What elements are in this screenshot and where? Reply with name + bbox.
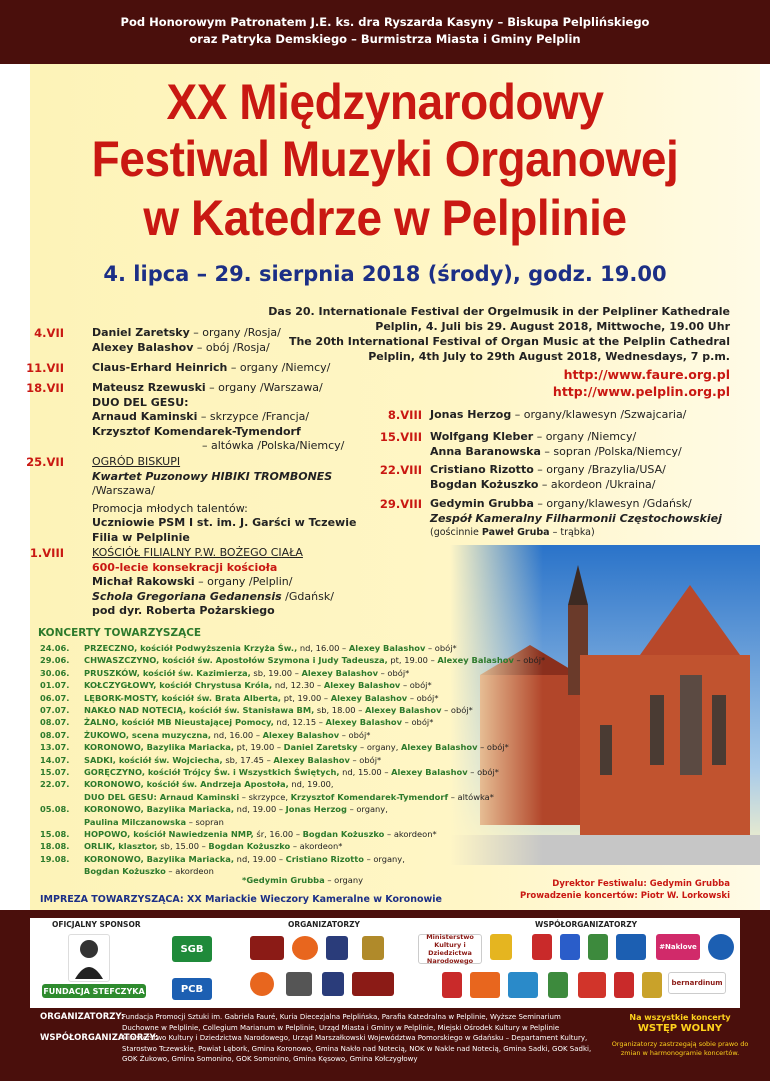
side-concert-row xyxy=(40,840,342,852)
ensemble-name: Uczniowie PSM I st. im. J. Garści w Tczewie xyxy=(92,516,357,529)
concert-artist: Cristiano Rizotto xyxy=(285,853,364,864)
side-concert-row xyxy=(40,729,370,741)
concert-date: 24.06. xyxy=(40,643,70,653)
performer-role: – organy/klawesyn /Szwajcaria/ xyxy=(511,408,687,421)
concert-artist: Alexey Balashov xyxy=(273,754,350,765)
concert-time: nd, 12.30 – xyxy=(272,680,324,691)
concert-instrument: – organy, xyxy=(357,742,401,753)
side-concert-row xyxy=(40,865,214,877)
origin: /Gdańsk/ xyxy=(281,589,334,603)
concert-instrument: – obój* xyxy=(400,680,432,691)
note-role: – organy xyxy=(324,875,363,885)
concert-instrument: – obój* xyxy=(377,667,410,678)
concert-place: NAKŁO NAD NOTECIĄ, kościół św. Stanisława BM, xyxy=(84,705,315,715)
concert-date: 06.07. xyxy=(40,692,70,703)
gok-logo-icon xyxy=(470,972,500,998)
concert-date: 15.07. xyxy=(40,767,70,777)
side-concert-row xyxy=(40,716,433,728)
side-concert-row xyxy=(40,816,224,828)
title-line-3: w Katedrze w Pelplinie xyxy=(143,190,627,246)
venue: KOŚCIÓŁ FILIALNY P.W. BOŻEGO CIAŁA xyxy=(92,546,303,559)
concert-date: 15.08. xyxy=(40,829,70,839)
origin: /Warszawa/ xyxy=(92,484,155,497)
concert-artist: Alexey Balashov xyxy=(325,717,403,728)
performer-name: Claus-Erhard Heinrich xyxy=(92,361,228,374)
concert-date: 08.07. xyxy=(40,717,70,728)
concert-instrument: – obój* xyxy=(407,692,439,703)
performer-role: – organy /Niemcy/ xyxy=(227,361,331,374)
conductor: pod dyr. Roberta Pożarskiego xyxy=(92,604,275,617)
concert-date: 05.08. xyxy=(40,804,70,815)
side-concerts-title: KONCERTY TOWARZYSZĄCE xyxy=(38,627,202,639)
concert-place: PRUSZKÓW, kościół św. Kazimierza, xyxy=(84,667,251,678)
performer-name: Daniel Zaretsky xyxy=(92,326,190,339)
concert-time: sb, 15.00 – xyxy=(157,841,209,852)
wsd-logo-icon xyxy=(250,972,274,996)
side-concert-row xyxy=(40,667,409,679)
concert-place: KORONOWO, kościół św. Andrzeja Apostoła, xyxy=(84,779,289,790)
concert-place: LĘBORK-MOSTY, kościół św. Brata Alberta, xyxy=(84,692,282,703)
concert-time: sb, 17.45 – xyxy=(222,754,274,765)
side-concert-row xyxy=(40,741,509,753)
diocese-logo-icon xyxy=(326,936,348,960)
performer-role: – organy /Niemcy/ xyxy=(533,430,637,443)
concert-instrument: – obój* xyxy=(402,717,434,728)
concert-place: DUO DEL GESU: Arnaud Kaminski xyxy=(84,791,240,802)
side-concert-row xyxy=(40,853,405,865)
performer-name: Anna Baranowska xyxy=(430,444,541,458)
concert-instrument: – obój* xyxy=(477,742,509,753)
concert-date: 19.08. xyxy=(40,853,70,864)
concert-time: nd, 12.15 – xyxy=(273,717,326,728)
performer-name: Wolfgang Kleber xyxy=(430,430,534,443)
concert-artist: Alexey Balashov xyxy=(262,729,340,740)
event-date: 15.VIII xyxy=(379,430,422,444)
event-date: 25.VII xyxy=(26,455,64,469)
concert-instrument: – obój* xyxy=(349,754,382,765)
concert-artist: Alexey Balashov xyxy=(330,692,408,703)
performer-name: Gedymin Grubba xyxy=(430,497,534,510)
side-concert-row xyxy=(40,778,334,790)
side-concert-row xyxy=(40,679,432,691)
performer-role: – skrzypce /Francja/ xyxy=(197,410,310,423)
concert-artist: Jonas Herzog xyxy=(285,804,347,815)
performer-role: – sopran /Polska/Niemcy/ xyxy=(540,444,682,458)
performer-role: – akordeon /Ukraina/ xyxy=(538,477,656,491)
free-entry-line-1: Na wszystkie koncerty xyxy=(629,1013,731,1022)
concert-instrument: – obój* xyxy=(441,705,473,715)
concert-place: Paulina Milczanowska xyxy=(84,816,187,827)
patronage-line-2: oraz Patryka Demskiego – Burmistrza Miasta i Gminy Pelplin xyxy=(189,32,581,46)
concert-artist: Daniel Zaretsky xyxy=(283,742,358,753)
side-concert-row xyxy=(40,692,438,704)
performer-role: – organy /Rosja/ xyxy=(189,326,281,339)
concert-instrument: – akordeon* xyxy=(290,841,343,852)
concert-place: KORONOWO, Bazylika Mariacka, xyxy=(84,853,235,864)
german-line-1: Das 20. Internationale Festival der Orgelmusik in der Pelpliner Kathedrale xyxy=(268,305,730,318)
lebork-crest-icon xyxy=(560,934,580,960)
concert-artist: Alexey Balashov xyxy=(437,655,514,666)
event-date: 8.VIII xyxy=(387,408,422,422)
concert-place: KORONOWO, Bazylika Mariacka, xyxy=(84,742,235,753)
concert-date: 01.07. xyxy=(40,680,70,691)
festival-director: Dyrektor Festiwalu: Gedymin Grubba xyxy=(552,879,730,889)
concert-time: sb, 18.00 – xyxy=(314,705,365,715)
concert-time: pt, 19.00 – xyxy=(281,692,331,703)
side-concert-row xyxy=(40,791,494,803)
mok-logo-icon xyxy=(352,972,394,996)
concert-artist: Alexey Balashov xyxy=(391,767,468,777)
performer-role: – organy /Warszawa/ xyxy=(205,381,323,394)
nakło-crest-icon xyxy=(708,934,734,960)
concert-instrument: – organy, xyxy=(363,853,405,864)
side-concert-row xyxy=(40,642,457,654)
concert-date: 07.07. xyxy=(40,705,70,715)
coorganizers-text: Ministerstwo Kultury i Dziedzictwa Narodowego, Urząd Marszałkowski Województwa Pomorskiego w Gdańsku – Departament Kultury, Starostwo Tczewskie, Powiat Lębork, Gmina Koronowo, Gmina Nakło nad Notecią, NOK w Nakle nad Notecią, Gmina Sadki, GOK Sadki, GOK Żukowo, Gmina Somonino, GOK Somonino, Gmina Kęsowo, Gmina Kołczygłowy xyxy=(122,1034,592,1063)
ensemble-name: Schola Gregoriana Gedanensis xyxy=(92,589,282,603)
concert-place: ŻALNO, kościół MB Nieustającej Pomocy, xyxy=(84,717,274,728)
concert-date: 22.07. xyxy=(40,779,70,790)
concert-time: nd, 19.00 – xyxy=(234,804,286,815)
kolczyglowy-crest-icon xyxy=(642,972,662,998)
event-date: 18.VII xyxy=(26,381,64,395)
city-crest-icon xyxy=(322,972,344,996)
patronage-banner xyxy=(0,0,770,64)
concert-artist: Alexey Balashov xyxy=(348,643,426,653)
concert-place: PRZECZNO, kościół Podwyższenia Krzyża Św., xyxy=(84,643,298,653)
performer-name: Mateusz Rzewuski xyxy=(92,381,206,394)
performer-name: Krzysztof Komendarek-Tymendorf xyxy=(92,424,301,438)
side-concert-row xyxy=(40,766,499,778)
concert-time: nd, 15.00 – xyxy=(339,767,392,777)
concert-time: nd, 19.00 – xyxy=(234,853,286,864)
concert-place: ŻUKOWO, scena muzyczna, xyxy=(84,729,211,740)
performer-name: Michał Rakowski xyxy=(92,575,195,588)
concert-artist: Bogdan Kożuszko xyxy=(302,829,385,839)
free-entry-line-2: WSTĘP WOLNY xyxy=(637,1023,723,1034)
event-date: 1.VIII xyxy=(29,546,64,560)
somonino-crest-icon xyxy=(548,972,568,998)
concert-place: Bogdan Kożuszko xyxy=(84,866,166,877)
title-line-2: Festiwal Muzyki Organowej xyxy=(91,131,679,187)
gedymin-note xyxy=(242,874,363,886)
concert-time: – skrzypce, xyxy=(239,791,291,802)
koronowo-crest-icon xyxy=(588,934,608,960)
pomorskie-crest-icon xyxy=(490,934,512,960)
kesowo-crest-icon xyxy=(614,972,634,998)
urls xyxy=(553,366,730,400)
venue: OGRÓD BISKUPI xyxy=(92,455,181,468)
side-concert-row xyxy=(40,828,437,840)
concert-instrument: – obój* xyxy=(425,643,457,653)
concert-time: śr, 16.00 – xyxy=(253,829,303,839)
concert-place: KORONOWO, Bazylika Mariacka, xyxy=(84,804,235,815)
concert-date: 30.06. xyxy=(40,667,70,678)
concert-time: nd, 19.00, xyxy=(288,779,334,790)
performer-role: – organy /Pelplin/ xyxy=(194,575,293,588)
concert-place: GORĘCZYNO, kościół Trójcy Św. i Wszystkich Świętych, xyxy=(84,767,340,777)
stefczyk-logo: FUNDACJA STEFCZYKA xyxy=(42,984,146,998)
concert-artist: Alexey Balashov xyxy=(301,667,378,678)
accompanying-event: IMPREZA TOWARZYSZĄCA: XX Mariackie Wieczory Kameralne w Koronowie xyxy=(40,894,442,905)
schedule-note: Organizatorzy zastrzegają sobie prawo do zmian w harmonogramie koncertów. xyxy=(611,1040,749,1057)
coorganizers-logo-label: WSPÓŁORGANIZATORZY xyxy=(535,920,638,929)
ensemble-name: DUO DEL GESU: xyxy=(92,395,189,409)
pelplin-crest-icon xyxy=(362,936,384,960)
tczew-crest-icon xyxy=(532,934,552,960)
concert-instrument: – obój* xyxy=(513,655,546,666)
concert-artist: Alexey Balashov xyxy=(323,680,401,691)
concert-place: KOŁCZYGŁOWY, kościół Chrystusa Króla, xyxy=(84,680,273,691)
german-line-2: Pelplin, 4. Juli bis 29. August 2018, Mittwoche, 19.00 Uhr xyxy=(375,320,730,333)
festival-credits xyxy=(520,878,730,902)
marianum-logo-icon xyxy=(286,972,312,996)
organizers-label: ORGANIZATORZY: xyxy=(40,1012,125,1022)
promotion-label: Promocja młodych talentów: xyxy=(92,501,248,515)
concert-time: sb, 19.00 – xyxy=(250,667,302,678)
note-name: *Gedymin Grubba xyxy=(242,875,325,885)
sponsor-label: OFICJALNY SPONSOR xyxy=(52,920,141,929)
side-concert-row xyxy=(40,754,381,766)
side-concert-row xyxy=(40,654,545,666)
event-date: 11.VII xyxy=(26,361,64,375)
concert-host: Prowadzenie koncertów: Piotr W. Lorkowski xyxy=(519,891,730,901)
performer-role: – organy /Brazylia/USA/ xyxy=(533,463,666,476)
event-date: 29.VIII xyxy=(379,497,422,511)
organizers-logo-label: ORGANIZATORZY xyxy=(288,920,360,929)
nok-logo-icon xyxy=(616,934,646,960)
zukowo-logo-icon xyxy=(508,972,538,998)
concert-time: pt, 19.00 – xyxy=(387,655,438,666)
performer-role: – altówka /Polska/Niemcy/ xyxy=(202,439,345,452)
guest-prefix: (gościnnie xyxy=(430,527,482,538)
concert-date: 29.06. xyxy=(40,655,70,666)
sgb-logo: SGB xyxy=(172,936,212,962)
concert-artist: Alexey Balashov xyxy=(364,705,442,715)
performer-role: – obój /Rosja/ xyxy=(193,340,270,354)
pp-logo-icon xyxy=(292,936,318,960)
event-date: 4.VII xyxy=(34,326,64,340)
english-line-1: The 20th International Festival of Organ Music at the Pelplin Cathedral xyxy=(288,335,730,348)
side-concert-row xyxy=(40,803,388,815)
side-concert-row xyxy=(40,704,473,716)
concert-instrument: – organy, xyxy=(346,804,388,815)
concert-artist: Krzysztof Komendarek-Tymendorf xyxy=(290,791,449,802)
performer-role: – trąbka) xyxy=(549,527,595,538)
url-pelplin[interactable]: http://www.pelplin.org.pl xyxy=(552,384,730,399)
anniversary: 600-lecie konsekracji kościoła xyxy=(92,560,278,574)
bernardinum-logo: bernardinum xyxy=(668,972,726,994)
coorganizers-label: WSPÓŁORGANIZATORZY: xyxy=(40,1033,159,1043)
performer-name: Alexey Balashov xyxy=(92,340,194,354)
ensemble-name: Filia w Pelplinie xyxy=(92,530,190,544)
cathedral-photo xyxy=(450,545,760,865)
concert-date: 13.07. xyxy=(40,742,70,753)
concert-artist: Alexey Balashov xyxy=(400,742,478,753)
ministry-logo: Ministerstwo Kultury i Dziedzictwa Narodowego xyxy=(418,934,482,964)
concert-instrument: – akordeon* xyxy=(384,829,437,839)
concert-place: CHWASZCZYNO, kościół św. Apostołów Szymona i Judy Tadeusza, xyxy=(84,655,388,666)
concert-place: ORLIK, klasztor, xyxy=(84,841,158,852)
concert-instrument: – altówka* xyxy=(448,791,494,802)
stefczyk-portrait-icon xyxy=(68,934,110,982)
concert-date: 18.08. xyxy=(40,841,70,852)
faure-logo-icon xyxy=(250,936,284,960)
performer-role: – organy/klawesyn /Gdańsk/ xyxy=(533,497,692,510)
gok-somonino-logo-icon xyxy=(578,972,606,998)
english-line-2: Pelplin, 4th July to 29th August 2018, Wednesdays, 7 p.m. xyxy=(368,350,730,363)
organizers-text: Fundacja Promocji Sztuki im. Gabriela Fauré, Kuria Diecezjalna Pelplińska, Parafia Katedralna w Pelplinie, Wyższe Seminarium Duchowne w Pelplinie, Collegium Marianum w Pelplinie, Urząd Miasta i Gminy w Pelplinie, Miejski Ośrodek Kultury w Pelplinie xyxy=(122,1013,561,1032)
concert-place: SADKI, kościół św. Wojciecha, xyxy=(84,754,223,765)
festival-dates: 4. lipca – 29. sierpnia 2018 (środy), godz. 19.00 xyxy=(103,262,667,286)
url-faure[interactable]: http://www.faure.org.pl xyxy=(563,367,730,382)
concert-date: 08.07. xyxy=(40,729,70,740)
performer-name: Cristiano Rizotto xyxy=(430,463,534,476)
concert-artist: Bogdan Kożuszko xyxy=(208,841,291,852)
concert-time: – akordeon xyxy=(165,866,214,877)
concert-instrument: – obój* xyxy=(339,729,371,740)
naklove-logo: #Naklove xyxy=(656,934,700,960)
performer-name: Jonas Herzog xyxy=(430,408,512,421)
ensemble-name: Kwartet Puzonowy HIBIKI TROMBONES xyxy=(92,469,333,483)
concert-place: HOPOWO, kościół Nawiedzenia NMP, xyxy=(84,829,254,839)
cathedral-illustration xyxy=(450,545,760,865)
patronage-line-1: Pod Honorowym Patronatem J.E. ks. dra Ryszarda Kasyny – Biskupa Pelplińskiego xyxy=(120,15,650,29)
pcb-logo: PCB xyxy=(172,978,212,1000)
performer-name: Arnaud Kaminski xyxy=(92,410,198,423)
sadki-crest-icon xyxy=(442,972,462,998)
performer-name: Paweł Gruba xyxy=(481,527,550,538)
free-entry xyxy=(610,1012,750,1034)
concert-date: 14.07. xyxy=(40,754,70,765)
concert-time: – sopran xyxy=(186,816,224,827)
title-line-1: XX Międzynarodowy xyxy=(166,74,604,130)
ensemble-name: Zespół Kameralny Filharmonii Częstochowskiej xyxy=(430,511,722,525)
concert-time: nd, 16.00 – xyxy=(211,729,263,740)
concert-time: nd, 16.00 – xyxy=(297,643,349,653)
concert-time: pt, 19.00 – xyxy=(234,742,284,753)
concert-instrument: – obój* xyxy=(467,767,499,777)
event-date: 22.VIII xyxy=(379,463,422,477)
performer-name: Bogdan Kożuszko xyxy=(430,477,539,491)
